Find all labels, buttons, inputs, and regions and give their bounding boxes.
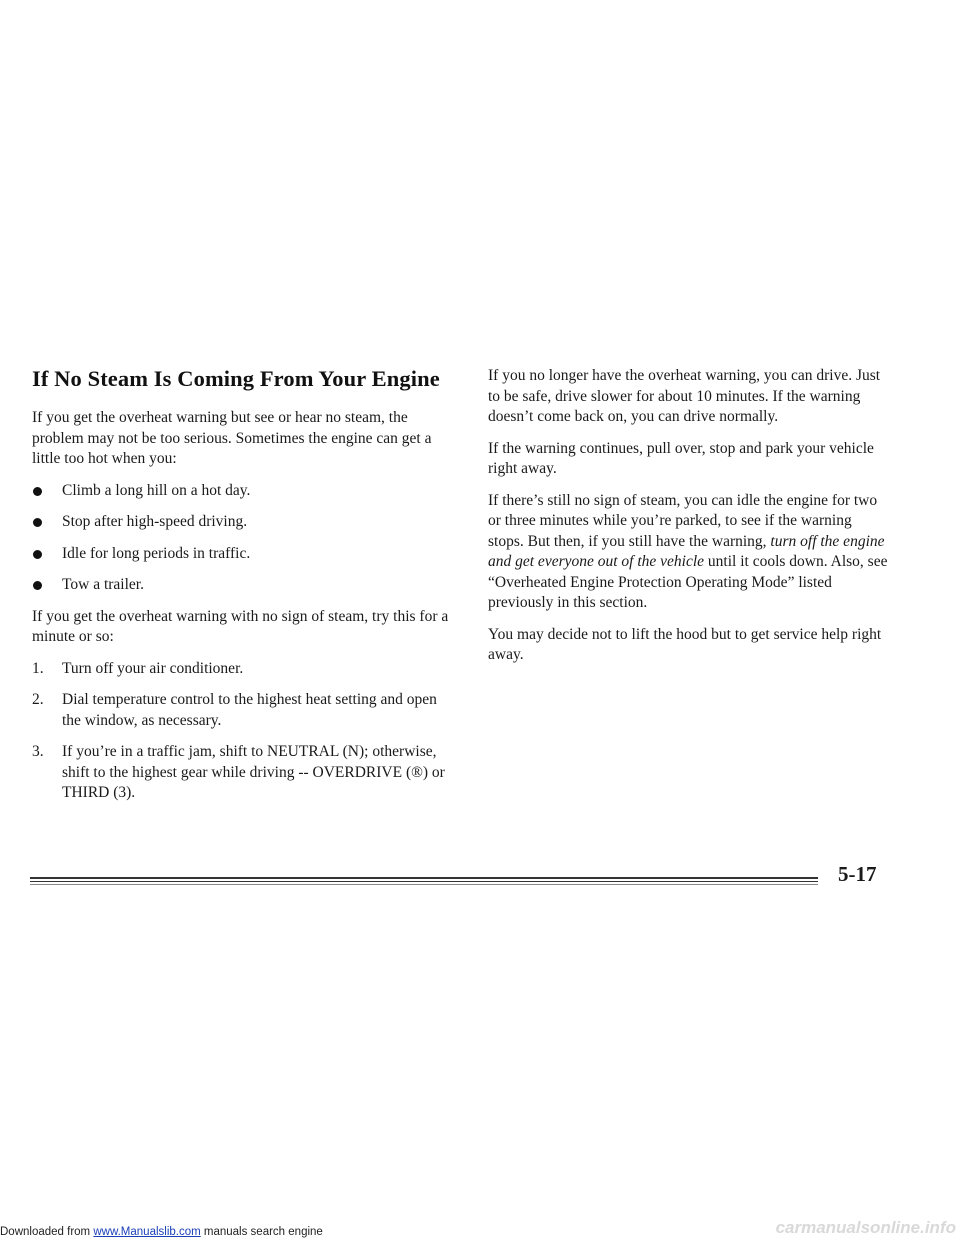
manualslib-link[interactable]: www.Manualslib.com (93, 1226, 201, 1238)
bullet-icon (33, 581, 42, 590)
bullet-icon (33, 487, 42, 496)
footer-rule (30, 877, 818, 882)
intro-paragraph: If you get the overheat warning but see or hear no steam, the problem may not be too serious. Sometimes the engine can get a little too hot when you: (32, 409, 432, 467)
watermark: carmanualsonline.info (775, 1218, 956, 1237)
try-paragraph: If you get the overheat warning with no sign of steam, try this for a minute or so: (32, 607, 449, 645)
bullet-icon (33, 518, 42, 527)
list-item: Tow a trailer. (32, 575, 452, 596)
left-column (32, 366, 452, 815)
step-item: 1. Turn off your air conditioner. (32, 659, 244, 677)
no-warning-paragraph: If you no longer have the overheat warning, you can drive. Just to be safe, drive slower for about 10 minutes. If the warning doesn’t come back on, you can drive normally. (488, 367, 881, 425)
right-column (488, 366, 888, 677)
warning-continues-paragraph: If the warning continues, pull over, stop and park your vehicle right away. (488, 439, 874, 477)
list-item: Stop after high-speed driving. (32, 512, 452, 533)
step-item: 3. If you’re in a traffic jam, shift to NEUTRAL (N); otherwise, shift to the highest gear while driving -- OVERDRIVE (®) or THIRD (3). (32, 743, 445, 801)
caution-emphasis: turn off the engine and get everyone out of the vehicle (488, 532, 885, 570)
footer-rule-thin (30, 884, 818, 885)
steps-list (32, 659, 452, 804)
section-heading: If No Steam Is Coming From Your Engine (32, 366, 440, 391)
download-notice: Downloaded from www.Manualslib.com manuals search engine (0, 1226, 323, 1238)
condition-list (32, 481, 452, 596)
page-number: 5-17 (838, 862, 877, 886)
list-item: Climb a long hill on a hot day. (32, 481, 452, 502)
bullet-icon (33, 550, 42, 559)
no-steam-paragraph: If there’s still no sign of steam, you can idle the engine for two or three minutes while you’re parked, to see if the warning stops. But then, if you still have the warning, turn off the engine and get everyone out of the vehicle until it cools down. Also, see “Overheated Engine Protection Operating Mode” listed previously in this section. (488, 491, 888, 611)
service-paragraph: You may decide not to lift the hood but to get service help right away. (488, 625, 882, 663)
step-item: 2. Dial temperature control to the highest heat setting and open the window, as necessary. (32, 691, 437, 729)
list-item: Idle for long periods in traffic. (32, 544, 452, 565)
